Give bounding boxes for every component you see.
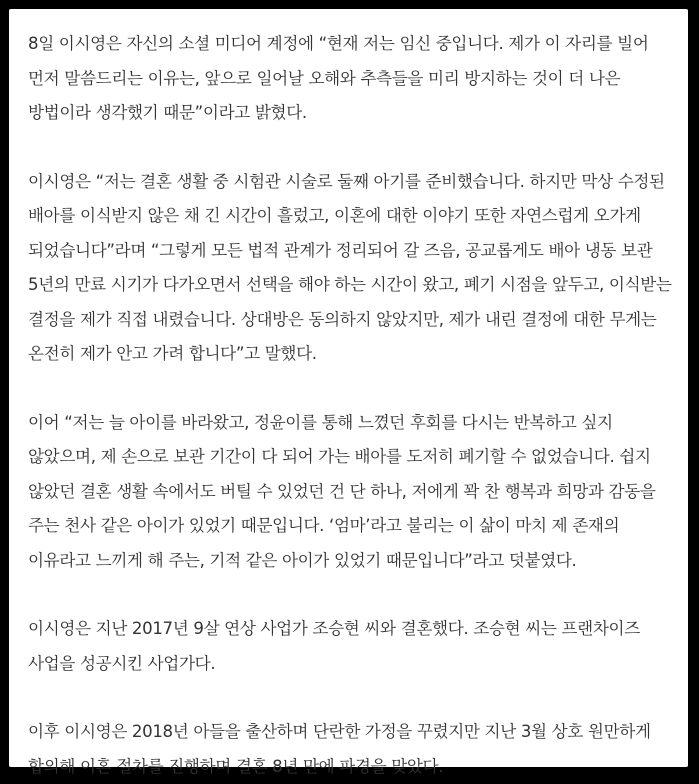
article-paragraph-5: 이후 이시영은 2018년 아들을 출산하며 단란한 가정을 꾸렸지만 지난 3월 상호 원만하게 합의해 이혼 절차를 진행하며 결혼 8년 만에 파경을 맞았다. bbox=[28, 722, 651, 776]
article-paragraph-4: 이시영은 지난 2017년 9살 연상 사업가 조승현 씨와 결혼했다. 조승현 씨는 프랜차이즈 사업을 성공시킨 사업가다. bbox=[28, 619, 640, 673]
article-paragraph-2: 이시영은 “저는 결혼 생활 중 시험관 시술로 둘째 아기를 준비했습니다. 하지만 막상 수정된 배아를 이식받지 않은 채 긴 시간이 흘렀고, 이혼에 대한 이야기 또한 자연스럽게 오가게 되었습니다”라며 “그렇게 모든 법적 관계가 정리되어 갈 즈음, 공교롭게도 배아 냉동 보관 5년의 만료 시기가 다가오면서 선택을 해야 하는 시간이 왔고, 폐기 시점을 앞두고, 이식받는 결정을 제가 직접 내렸습니다. 상대방은 동의하지 않았지만, 제가 내린 결정에 대한 무게는 온전히 제가 안고 가려 합니다”고 말했다. bbox=[28, 171, 672, 363]
article-paragraph-1: 8일 이시영은 자신의 소셜 미디어 계정에 “현재 저는 임신 중입니다. 제가 이 자리를 빌어 먼저 말씀드리는 이유는, 앞으로 일어날 오해와 추측들을 미리 방지하는 것이 더 나은 방법이라 생각했기 때문”이라고 밝혔다. bbox=[28, 34, 649, 122]
article-paragraph-3: 이어 “저는 늘 아이를 바라왔고, 정윤이를 통해 느꼈던 후회를 다시는 반복하고 싶지 않았으며, 제 손으로 보관 기간이 다 되어 가는 배아를 도저히 폐기할 수 없었습니다. 쉽지 않았던 결혼 생활 속에서도 버틸 수 있었던 건 단 하나, 저에게 꽉 찬 행복과 희망과 감동을 주는 천사 같은 아이가 있었기 때문입니다. ‘엄마’라고 불리는 이 삶이 마치 제 존재의 이유라고 느끼게 해 주는, 기적 같은 아이가 있었기 때문입니다”라고 덧붙였다. bbox=[28, 412, 656, 570]
article-card bbox=[9, 9, 688, 776]
